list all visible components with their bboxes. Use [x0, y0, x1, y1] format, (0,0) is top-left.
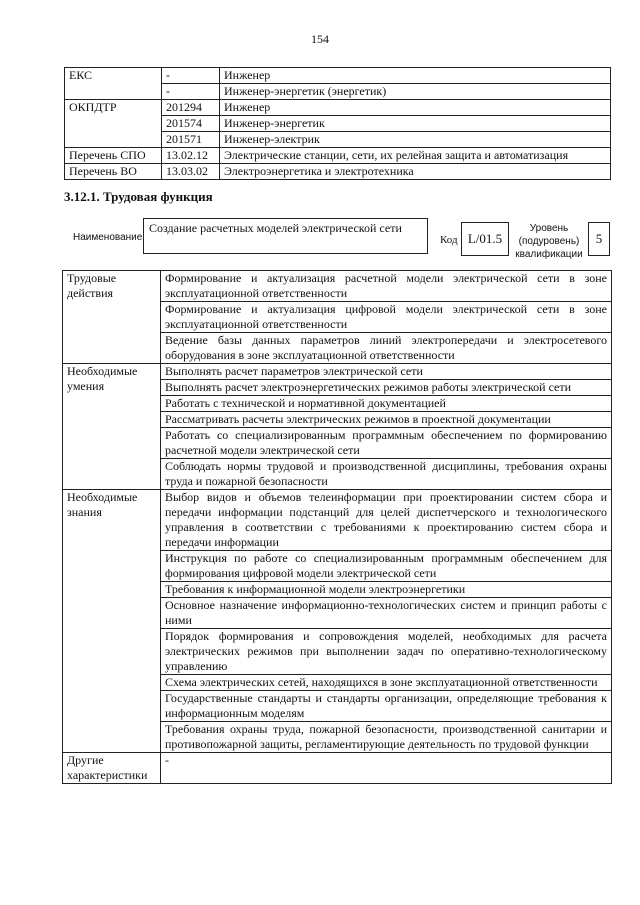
- classification-name: Инженер-электрик: [220, 132, 611, 148]
- qualification-level-label: Уровень (подуровень) квалификации: [515, 223, 583, 260]
- group-item: Порядок формирования и сопровождения моделей, необходимых для расчета электрических режимов при выполнении задач по оперативно-технологическому управлению: [161, 629, 612, 675]
- group-title: Необходимые умения: [63, 364, 161, 490]
- group-item: Основное назначение информационно-технологических систем и принцип работы с ними: [161, 598, 612, 629]
- group-title: Трудовые действия: [63, 271, 161, 364]
- classification-label: ОКПДТР: [65, 100, 162, 148]
- group-item: Формирование и актуализация расчетной модели электрической сети в зоне эксплуатационной ответственности: [161, 271, 612, 302]
- classification-name: Электрические станции, сети, их релейная защита и автоматизация: [220, 148, 611, 164]
- function-row: [63, 490, 612, 551]
- classification-name: Инженер-энергетик (энергетик): [220, 84, 611, 100]
- classification-row: [65, 68, 611, 84]
- classification-code: 13.03.02: [162, 164, 220, 180]
- classification-label: Перечень СПО: [65, 148, 162, 164]
- group-item: Соблюдать нормы трудовой и производственной дисциплины, требования охраны труда и пожарной безопасности: [161, 459, 612, 490]
- group-item: -: [161, 753, 612, 784]
- classification-code: 201574: [162, 116, 220, 132]
- function-code-label: Код: [440, 234, 458, 246]
- group-title: Необходимые знания: [63, 490, 161, 753]
- classification-row: [65, 100, 611, 116]
- classification-name: Инженер: [220, 68, 611, 84]
- group-item: Рассматривать расчеты электрических режимов в проектной документации: [161, 412, 612, 428]
- function-name-label: Наименование: [73, 232, 143, 243]
- classification-row: [65, 148, 611, 164]
- group-item: Выбор видов и объемов телеинформации при проектировании систем сбора и передачи информации подстанций для целей диспетчерского и технологического управления в соответствии с требованиями к проектированию систем сбора и передачи информации: [161, 490, 612, 551]
- classification-code: 201571: [162, 132, 220, 148]
- group-item: Выполнять расчет электроэнергетических режимов работы электрической сети: [161, 380, 612, 396]
- classification-code: -: [162, 84, 220, 100]
- classification-code: -: [162, 68, 220, 84]
- function-name: Создание расчетных моделей электрической сети: [143, 218, 428, 254]
- labor-function-table: [62, 270, 612, 784]
- classification-name: Электроэнергетика и электротехника: [220, 164, 611, 180]
- group-item: Работать со специализированным программным обеспечением по формированию расчетной модели электрической сети: [161, 428, 612, 459]
- group-item: Работать с технической и нормативной документацией: [161, 396, 612, 412]
- classification-table: [64, 67, 611, 180]
- qualification-level: 5: [588, 222, 610, 256]
- classification-code: 201294: [162, 100, 220, 116]
- classification-label: Перечень ВО: [65, 164, 162, 180]
- classification-label: ЕКС: [65, 68, 162, 100]
- classification-name: Инженер: [220, 100, 611, 116]
- group-title: Другие характеристики: [63, 753, 161, 784]
- group-item: Государственные стандарты и стандарты организации, определяющие требования к информационным моделям: [161, 691, 612, 722]
- group-item: Инструкция по работе со специализированным программным обеспечением для формирования цифровой модели электрической сети: [161, 551, 612, 582]
- group-item: Ведение базы данных параметров линий электропередачи и электросетевого оборудования в зоне эксплуатационной ответственности: [161, 333, 612, 364]
- group-item: Формирование и актуализация цифровой модели электрической сети в зоне эксплуатационной ответственности: [161, 302, 612, 333]
- function-row: [63, 753, 612, 784]
- group-item: Схема электрических сетей, находящихся в зоне эксплуатационной ответственности: [161, 675, 612, 691]
- classification-name: Инженер-энергетик: [220, 116, 611, 132]
- group-item: Выполнять расчет параметров электрической сети: [161, 364, 612, 380]
- group-item: Требования к информационной модели электроэнергетики: [161, 582, 612, 598]
- page-number: 154: [311, 32, 329, 46]
- group-item: Требования охраны труда, пожарной безопасности, производственной санитарии и противопожарной защиты, регламентирующие деятельность по трудовой функции: [161, 722, 612, 753]
- function-row: [63, 271, 612, 302]
- section-heading: 3.12.1. Трудовая функция: [64, 189, 213, 204]
- function-code: L/01.5: [461, 222, 509, 256]
- classification-code: 13.02.12: [162, 148, 220, 164]
- function-row: [63, 364, 612, 380]
- classification-row: [65, 164, 611, 180]
